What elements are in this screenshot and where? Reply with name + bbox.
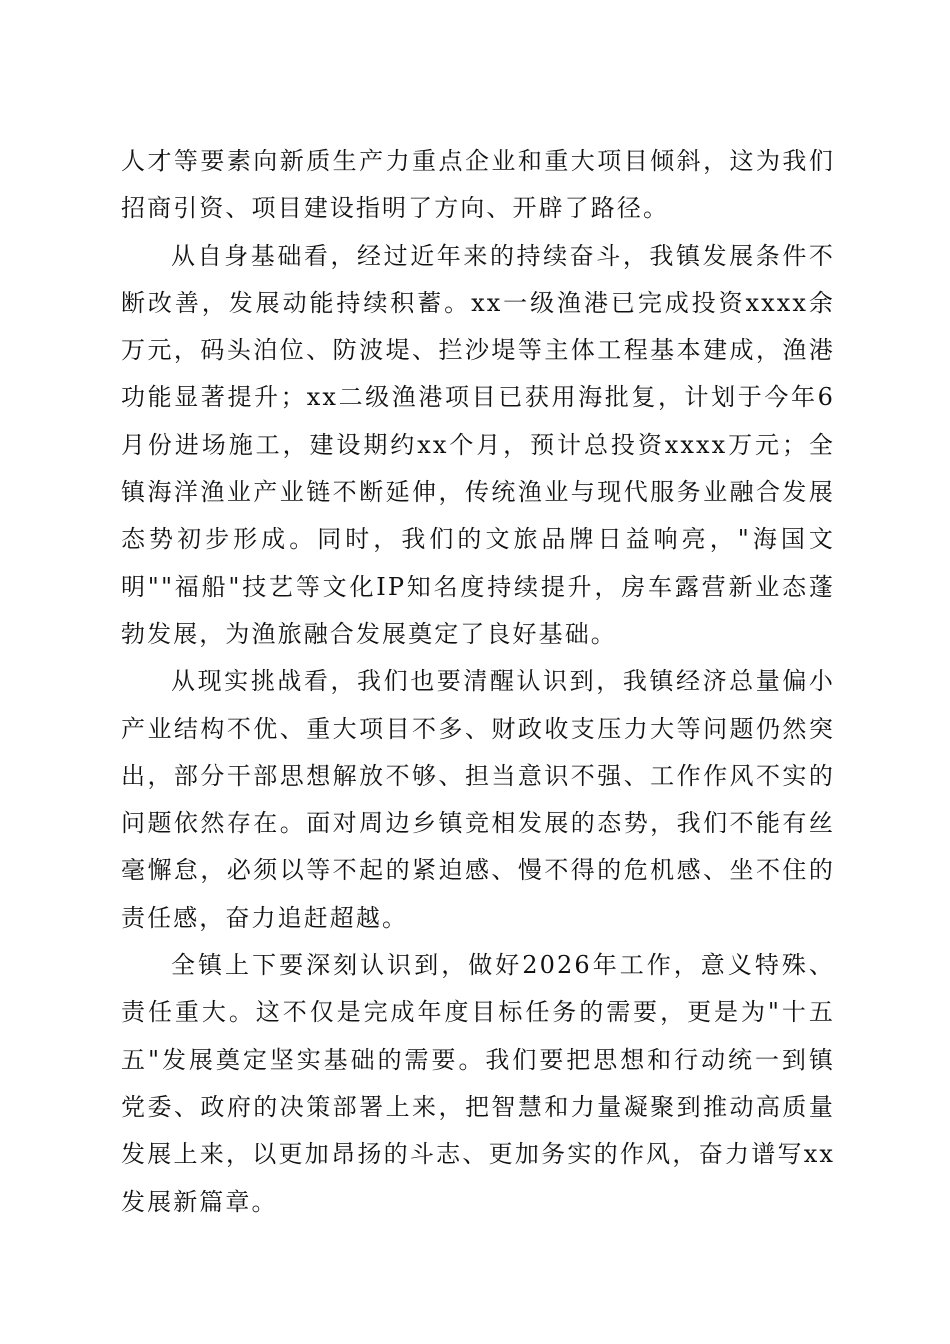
document-body: [121, 138, 835, 1226]
paragraph-own-foundation: 从自身基础看，经过近年来的持续奋斗，我镇发展条件不断改善，发展动能持续积蓄。xx一级渔港已完成投资xxxx余万元，码头泊位、防波堤、拦沙堤等主体工程基本建成，渔港功能显著提升；xx二级渔港项目已获用海批复，计划于今年6月份进场施工，建设期约xx个月，预计总投资xxxx万元；全镇海洋渔业产业链不断延伸，传统渔业与现代服务业融合发展态势初步形成。同时，我们的文旅品牌日益响亮，"海国文明""福船"技艺等文化IP知名度持续提升，房车露营新业态蓬勃发展，为渔旅融合发展奠定了良好基础。: [121, 241, 835, 648]
paragraph-continuation: 人才等要素向新质生产力重点企业和重大项目倾斜，这为我们招商引资、项目建设指明了方向、开辟了路径。: [121, 147, 835, 223]
paragraph-2026-work: 全镇上下要深刻认识到，做好2026年工作，意义特殊、责任重大。这不仅是完成年度目标任务的需要，更是为"十五五"发展奠定坚实基础的需要。我们要把思想和行动统一到镇党委、政府的决策部署上来，把智慧和力量凝聚到推动高质量发展上来，以更加昂扬的斗志、更加务实的作风，奋力谱写xx发展新篇章。: [121, 951, 835, 1216]
paragraph-real-challenges: 从现实挑战看，我们也要清醒认识到，我镇经济总量偏小产业结构不优、重大项目不多、财政收支压力大等问题仍然突出，部分干部思想解放不够、担当意识不强、工作作风不实的问题依然存在。面对周边乡镇竞相发展的态势，我们不能有丝毫懈怠，必须以等不起的紧迫感、慢不得的危机感、坐不住的责任感，奋力追赶超越。: [121, 667, 835, 932]
